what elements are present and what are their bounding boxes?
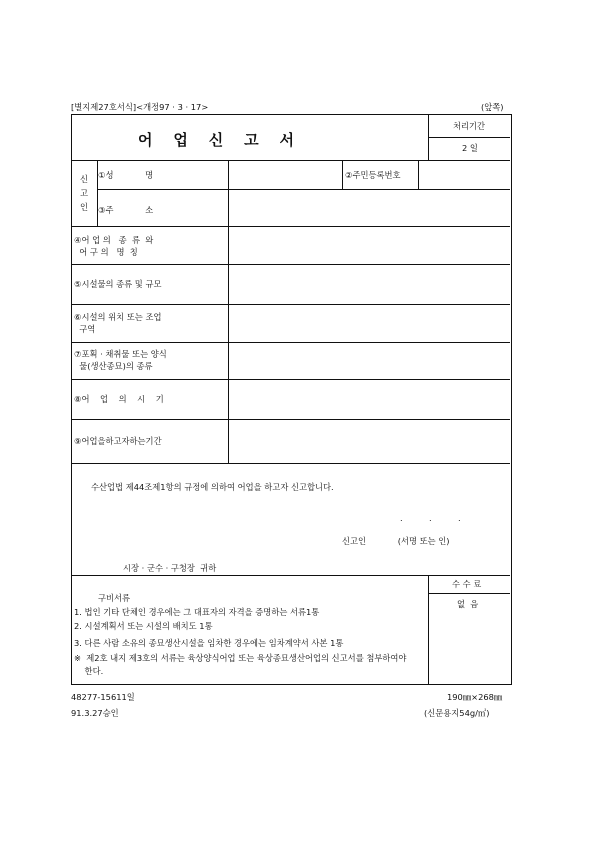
fee-value: 없 음 <box>457 599 479 609</box>
document-item: 1. 법인 기타 단체인 경우에는 그 대표자의 자격을 증명하는 서류1통 <box>74 607 320 617</box>
documents-note: ※ 제2호 내지 제3호의 서류는 육상양식어업 또는 육상종묘생산어업의 신고서를 첨부하여야 <box>74 653 407 663</box>
documents-heading: 구비서류 <box>98 593 131 603</box>
report-form <box>71 114 512 685</box>
resident-number-label: ②주민등록번호 <box>345 170 401 180</box>
date-dots: . . . <box>400 513 461 523</box>
name-label: ①성 명 <box>98 170 154 180</box>
page-side-label: (앞쪽) <box>481 102 504 112</box>
processing-period-value: 2 일 <box>462 143 478 153</box>
processing-period-label: 처리기간 <box>453 121 486 131</box>
form-code: 48277-15611일 <box>71 692 135 702</box>
fishing-season-label: ⑧어 업 의 시 기 <box>74 394 164 404</box>
addressee: 시장 · 군수 · 구청장 귀하 <box>123 563 217 573</box>
declaration-statement: 수산업법 제44조제1항의 규정에 의하여 어업을 하고자 신고합니다. <box>91 482 334 492</box>
document-item: 2. 시설계획서 또는 시설의 배치도 1통 <box>74 621 213 631</box>
facility-type-label: ⑤시설물의 종류 및 규모 <box>74 279 162 289</box>
facility-location-label: ⑥시설의 위치 또는 조업 구역 <box>74 312 162 334</box>
approval-date: 91.3.27승인 <box>71 708 119 718</box>
paper-type: (신문용지54g/㎡) <box>424 708 490 718</box>
fishing-type-label: ④어 업 의 종 류 와 어 구 의 명 칭 <box>74 235 154 257</box>
fee-label: 수 수 료 <box>452 579 482 589</box>
paper-size: 190㎜×268㎜ <box>447 692 503 702</box>
form-title: 어 업 신 고 서 <box>138 131 295 149</box>
fishing-period-label: ⑨어업을하고자하는기간 <box>74 436 162 446</box>
form-reference: [별지제27호서식]<개정97 · 3 · 17> <box>71 102 209 112</box>
document-item: 3. 다른 사람 소유의 종묘생산시설을 임차한 경우에는 임차계약서 사본 1통 <box>74 638 344 648</box>
documents-note-cont: 한다. <box>74 666 104 676</box>
applicant-group-label: 신 고 인 <box>80 174 89 212</box>
catch-type-label: ⑦포획 · 채취물 또는 양식 물(생산종묘)의 종류 <box>74 349 167 371</box>
signer-line: 신고인 (서명 또는 인) <box>342 536 450 546</box>
address-label: ③주 소 <box>98 205 154 215</box>
